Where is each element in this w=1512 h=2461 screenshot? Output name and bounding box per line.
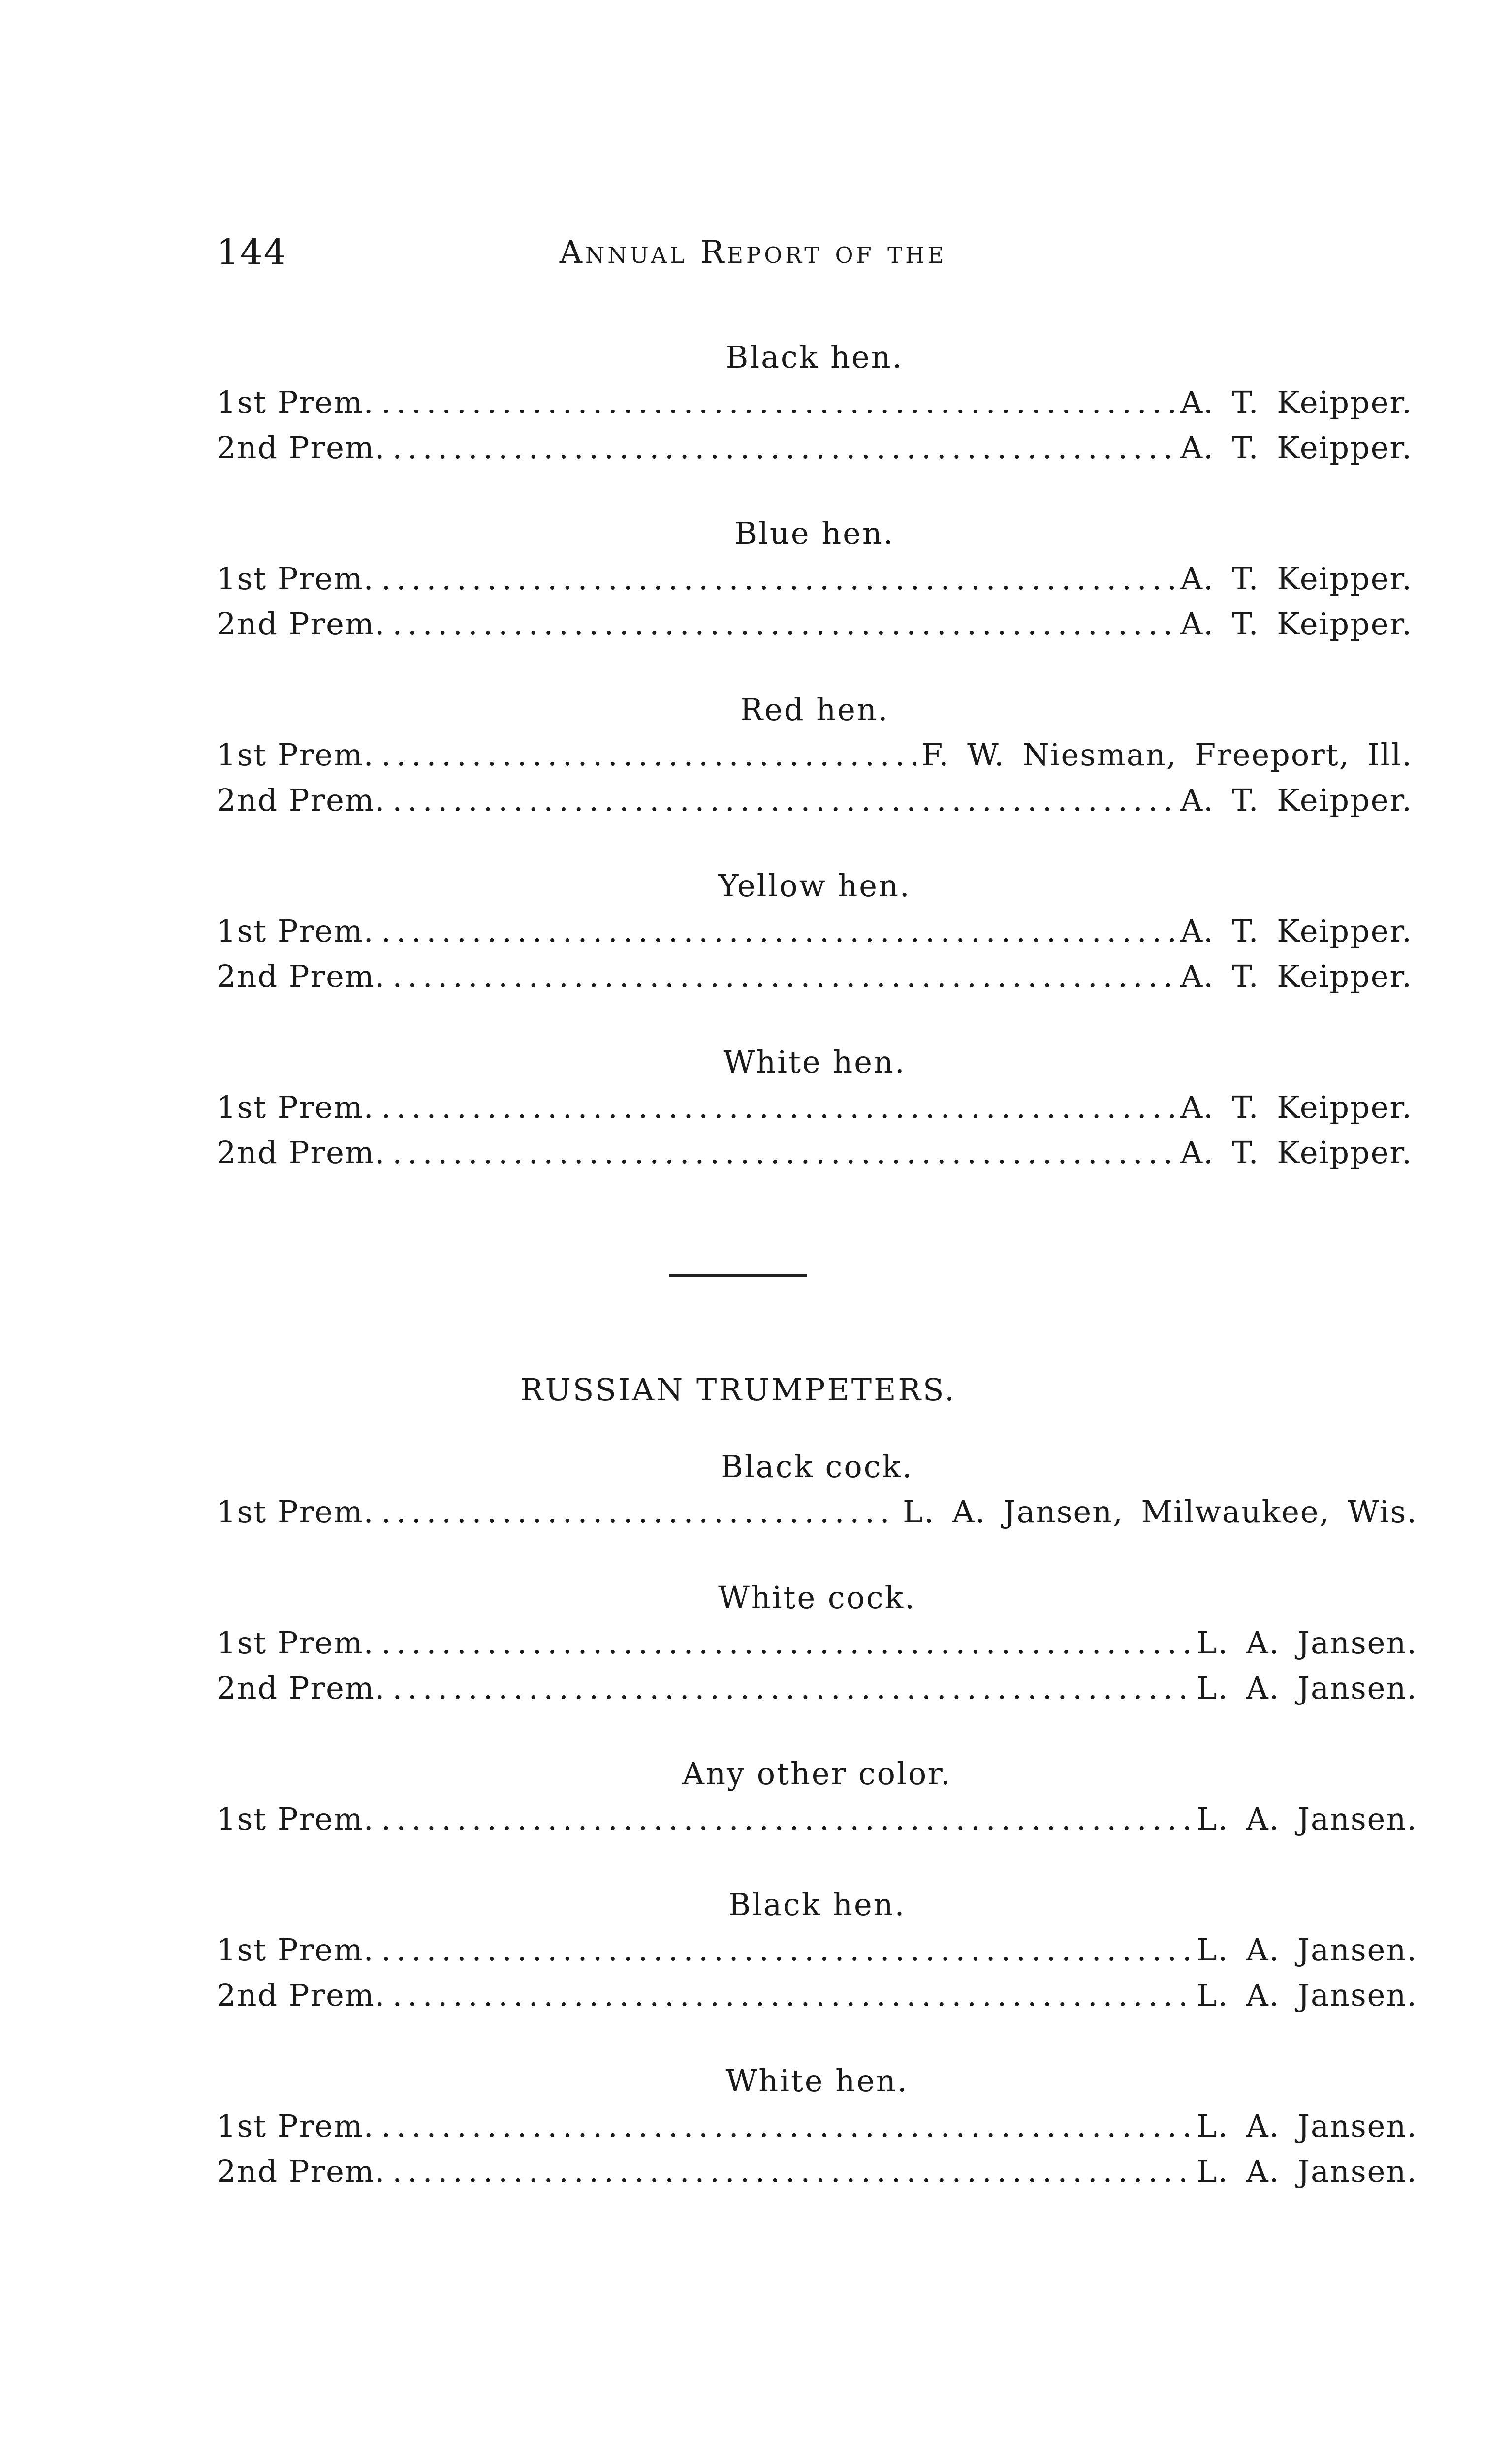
winner-name: F. W. Niesman, Freeport, Ill. bbox=[921, 737, 1413, 773]
award-block bbox=[217, 1040, 1413, 1175]
premium-label: 2nd Prem. bbox=[217, 1135, 386, 1170]
winner-name: A. T. Keipper. bbox=[1180, 430, 1413, 466]
premium-label: 1st Prem. bbox=[217, 1625, 375, 1661]
award-entry bbox=[217, 2104, 1418, 2149]
award-entry bbox=[217, 909, 1413, 954]
premium-label: 2nd Prem. bbox=[217, 430, 386, 466]
winner-name: L. A. Jansen. bbox=[1197, 2108, 1418, 2144]
award-entry bbox=[217, 1489, 1418, 1535]
dot-leader bbox=[392, 425, 1175, 471]
award-entry bbox=[217, 1085, 1413, 1130]
dot-leader bbox=[381, 732, 916, 778]
premium-label: 1st Prem. bbox=[217, 2108, 375, 2144]
class-heading: Yellow hen. bbox=[718, 868, 911, 904]
winner-name: L. A. Jansen. bbox=[1197, 1977, 1418, 2013]
award-block bbox=[217, 1751, 1418, 1842]
award-block bbox=[217, 687, 1413, 823]
dot-leader bbox=[392, 1130, 1175, 1175]
premium-label: 2nd Prem. bbox=[217, 2153, 386, 2189]
winner-name: L. A. Jansen. bbox=[1197, 1801, 1418, 1837]
class-heading: Red hen. bbox=[740, 692, 889, 727]
dot-leader bbox=[381, 909, 1175, 954]
dot-leader bbox=[381, 556, 1175, 601]
premium-label: 1st Prem. bbox=[217, 384, 375, 420]
dot-leader bbox=[392, 2149, 1192, 2194]
winner-name: A. T. Keipper. bbox=[1180, 782, 1413, 818]
dot-leader bbox=[381, 2104, 1192, 2149]
winner-name: A. T. Keipper. bbox=[1180, 606, 1413, 642]
premium-label: 1st Prem. bbox=[217, 737, 375, 773]
winner-name: A. T. Keipper. bbox=[1180, 913, 1413, 949]
award-entry bbox=[217, 1666, 1418, 1711]
winner-name: A. T. Keipper. bbox=[1180, 561, 1413, 597]
premium-label: 2nd Prem. bbox=[217, 958, 386, 994]
award-entry bbox=[217, 1973, 1418, 2018]
dot-leader bbox=[392, 1973, 1192, 2018]
class-heading: Blue hen. bbox=[734, 515, 895, 551]
award-entry bbox=[217, 778, 1413, 823]
award-entry bbox=[217, 732, 1413, 778]
premium-label: 2nd Prem. bbox=[217, 1670, 386, 1706]
page-number: 144 bbox=[217, 231, 287, 273]
dot-leader bbox=[392, 601, 1175, 647]
class-heading: Black hen. bbox=[725, 339, 904, 375]
dot-leader bbox=[381, 1620, 1192, 1666]
winner-name: L. A. Jansen. bbox=[1197, 1625, 1418, 1661]
award-entry bbox=[217, 380, 1413, 425]
premium-label: 2nd Prem. bbox=[217, 606, 386, 642]
dot-leader bbox=[381, 1927, 1192, 1973]
award-entry bbox=[217, 1130, 1413, 1175]
award-block bbox=[217, 863, 1413, 999]
winner-name: A. T. Keipper. bbox=[1180, 1089, 1413, 1125]
dot-leader bbox=[392, 1666, 1192, 1711]
premium-label: 1st Prem. bbox=[217, 1089, 375, 1125]
award-block bbox=[217, 1575, 1418, 1711]
class-heading: White hen. bbox=[723, 1044, 906, 1080]
class-heading: Black hen. bbox=[728, 1887, 906, 1923]
winner-name: A. T. Keipper. bbox=[1180, 1135, 1413, 1170]
page-header bbox=[217, 231, 1290, 276]
first-section bbox=[217, 335, 1413, 1175]
premium-label: 2nd Prem. bbox=[217, 782, 386, 818]
dot-leader bbox=[381, 380, 1175, 425]
award-block bbox=[217, 335, 1413, 471]
dot-leader bbox=[392, 778, 1175, 823]
winner-name: L. A. Jansen, Milwaukee, Wis. bbox=[903, 1494, 1418, 1530]
award-entry bbox=[217, 556, 1413, 601]
award-entry bbox=[217, 2149, 1418, 2194]
award-block bbox=[217, 1882, 1418, 2018]
section-divider-rule bbox=[669, 1274, 807, 1277]
dot-leader bbox=[381, 1489, 898, 1535]
dot-leader bbox=[381, 1797, 1192, 1842]
page-content bbox=[217, 335, 1418, 2194]
premium-label: 1st Prem. bbox=[217, 561, 375, 597]
premium-label: 1st Prem. bbox=[217, 1801, 375, 1837]
class-heading: White hen. bbox=[725, 2063, 909, 2099]
running-head: Annual Report of the bbox=[559, 234, 947, 271]
award-block bbox=[217, 511, 1413, 647]
premium-label: 1st Prem. bbox=[217, 1932, 375, 1968]
winner-name: A. T. Keipper. bbox=[1180, 384, 1413, 420]
award-entry bbox=[217, 601, 1413, 647]
winner-name: A. T. Keipper. bbox=[1180, 958, 1413, 994]
class-heading: Any other color. bbox=[682, 1756, 952, 1792]
premium-label: 1st Prem. bbox=[217, 913, 375, 949]
winner-name: L. A. Jansen. bbox=[1197, 1670, 1418, 1706]
section-title: RUSSIAN TRUMPETERS. bbox=[520, 1372, 957, 1408]
premium-label: 2nd Prem. bbox=[217, 1977, 386, 2013]
award-entry bbox=[217, 954, 1413, 999]
winner-name: L. A. Jansen. bbox=[1197, 2153, 1418, 2189]
award-block bbox=[217, 2058, 1418, 2194]
award-entry bbox=[217, 1620, 1418, 1666]
award-entry bbox=[217, 1797, 1418, 1842]
award-block bbox=[217, 1444, 1418, 1535]
dot-leader bbox=[392, 954, 1175, 999]
second-section bbox=[217, 1444, 1418, 2194]
award-entry bbox=[217, 425, 1413, 471]
dot-leader bbox=[381, 1085, 1175, 1130]
class-heading: Black cock. bbox=[721, 1449, 914, 1484]
winner-name: L. A. Jansen. bbox=[1197, 1932, 1418, 1968]
class-heading: White cock. bbox=[718, 1579, 916, 1615]
premium-label: 1st Prem. bbox=[217, 1494, 375, 1530]
award-entry bbox=[217, 1927, 1418, 1973]
